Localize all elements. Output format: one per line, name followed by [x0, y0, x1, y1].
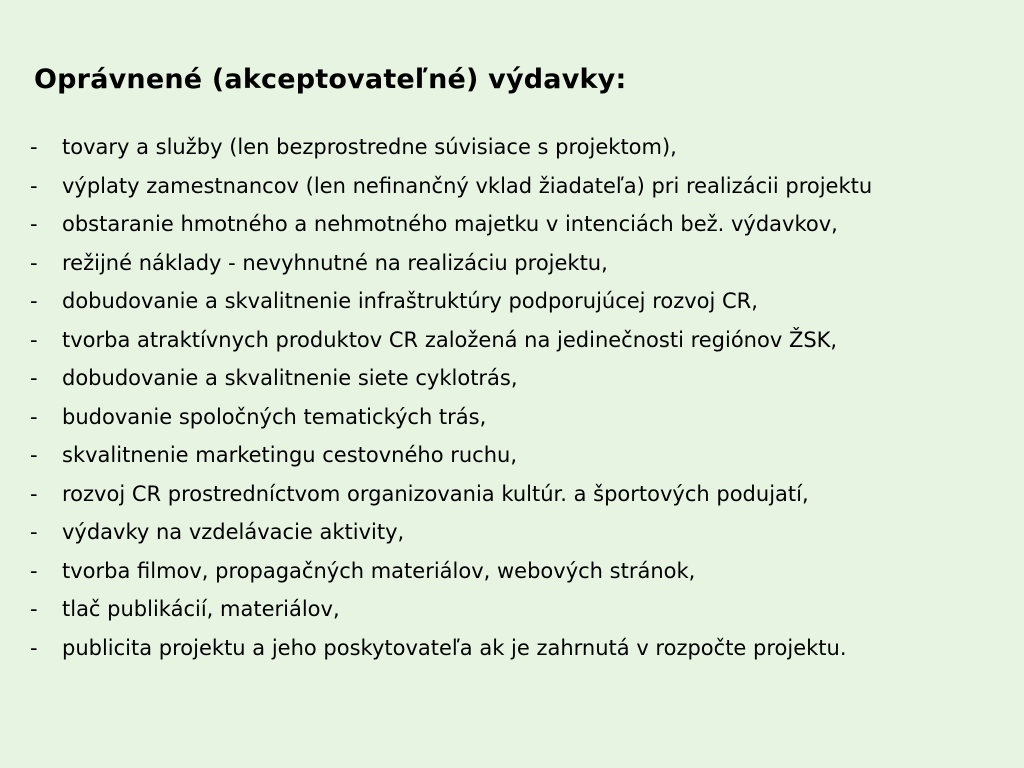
bullet-dash: -: [30, 327, 38, 352]
bullet-dash: -: [30, 597, 38, 621]
list-item-text: dobudovanie a skvalitnenie siete cyklotrás,: [62, 366, 518, 390]
bullet-dash: -: [30, 135, 38, 159]
list-item: [30, 321, 1020, 360]
list-item-text: tvorba filmov, propagačných materiálov, webových stránok,: [62, 558, 696, 583]
list-item-text: obstaranie hmotného a nehmotného majetku v intenciách bež. výdavkov,: [62, 212, 838, 236]
list-item-text: tovary a služby (len bezprostredne súvisiace s projektom),: [62, 135, 677, 159]
list-item: [30, 475, 1020, 514]
list-item: [30, 359, 1020, 398]
bullet-dash: -: [30, 558, 38, 583]
list-item-text: výdavky na vzdelávacie aktivity,: [62, 520, 405, 544]
bullet-dash: -: [30, 250, 38, 275]
list-item: [30, 436, 1020, 475]
list-item: [30, 282, 1020, 321]
bullet-dash: -: [30, 520, 38, 544]
bullet-dash: -: [30, 366, 38, 390]
list-item: [30, 513, 1020, 552]
list-item-text: režijné náklady - nevyhnutné na realizáciu projektu,: [62, 250, 608, 275]
list-item: [30, 552, 1020, 591]
bullet-dash: -: [30, 173, 38, 198]
bullet-dash: -: [30, 404, 38, 429]
list-item-text: budovanie spoločných tematických trás,: [62, 404, 487, 429]
expense-list: [30, 128, 1020, 667]
bullet-dash: -: [30, 289, 38, 313]
list-item: [30, 167, 1020, 206]
list-item-text: výplaty zamestnancov (len nefinančný vklad žiadateľa) pri realizácii projektu: [62, 173, 873, 198]
list-item: [30, 590, 1020, 629]
list-item: [30, 244, 1020, 283]
bullet-dash: -: [30, 212, 38, 236]
bullet-dash: -: [30, 443, 38, 467]
bullet-dash: -: [30, 635, 38, 660]
list-item-text: tlač publikácií, materiálov,: [62, 597, 340, 621]
list-item: [30, 629, 1020, 668]
list-item: [30, 398, 1020, 437]
list-item-text: rozvoj CR prostredníctvom organizovania kultúr. a športových podujatí,: [62, 481, 809, 506]
list-item-text: skvalitnenie marketingu cestovného ruchu,: [62, 443, 518, 467]
list-item: [30, 128, 1020, 167]
bullet-dash: -: [30, 481, 38, 506]
list-item-text: publicita projektu a jeho poskytovateľa ak je zahrnutá v rozpočte projektu.: [62, 635, 847, 660]
list-item-text: dobudovanie a skvalitnenie infraštruktúry podporujúcej rozvoj CR,: [62, 289, 758, 313]
slide-title: Oprávnené (akceptovateľné) výdavky:: [34, 64, 627, 95]
list-item: [30, 205, 1020, 244]
list-item-text: tvorba atraktívnych produktov CR založená na jedinečnosti regiónov ŽSK,: [62, 327, 838, 352]
